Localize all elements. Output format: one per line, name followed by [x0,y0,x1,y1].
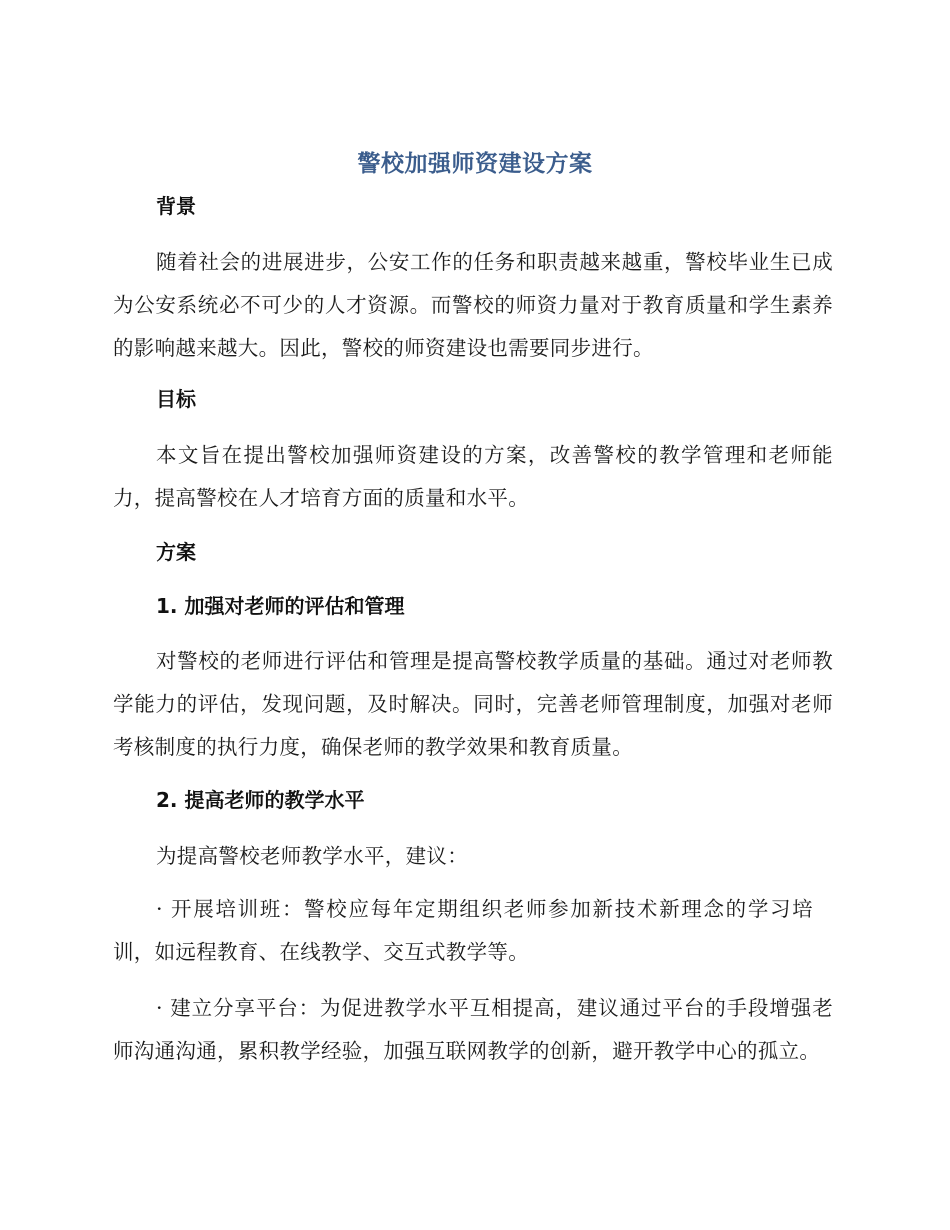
subheading-item2: 2. 提高老师的教学水平 [156,788,365,812]
section-heading-plan: 方案 [156,540,196,564]
paragraph-item2-intro: 为提高警校老师教学水平，建议： [156,844,468,868]
paragraph-background: 随着社会的进展进步，公安工作的任务和职责越来越重，警校毕业生已成为公安系统必不可少的人才资源。而警校的师资力量对于教育质量和学生素养的影响越来越大。因此，警校的师资建设也需要同步进行。 [113,250,833,360]
paragraph-item1: 对警校的老师进行评估和管理是提高警校教学质量的基础。通过对老师教学能力的评估，发现问题，及时解决。同时，完善老师管理制度，加强对老师考核制度的执行力度，确保老师的教学效果和教育质量。 [113,649,833,759]
document-title: 警校加强师资建设方案 [357,151,593,177]
paragraph-goal: 本文旨在提出警校加强师资建设的方案，改善警校的教学管理和老师能力，提高警校在人才培育方面的质量和水平。 [113,443,833,510]
section-heading-goal: 目标 [156,387,196,411]
bullet-item-training: · 开展培训班：警校应每年定期组织老师参加新技术新理念的学习培训，如远程教育、在线教学、交互式教学等。 [113,897,813,964]
section-heading-background: 背景 [156,194,196,218]
bullet-item-sharing-platform: · 建立分享平台：为促进教学水平互相提高，建议通过平台的手段增强老师沟通沟通，累积教学经验，加强互联网教学的创新，避开教学中心的孤立。 [113,996,833,1063]
subheading-item1: 1. 加强对老师的评估和管理 [156,594,405,618]
